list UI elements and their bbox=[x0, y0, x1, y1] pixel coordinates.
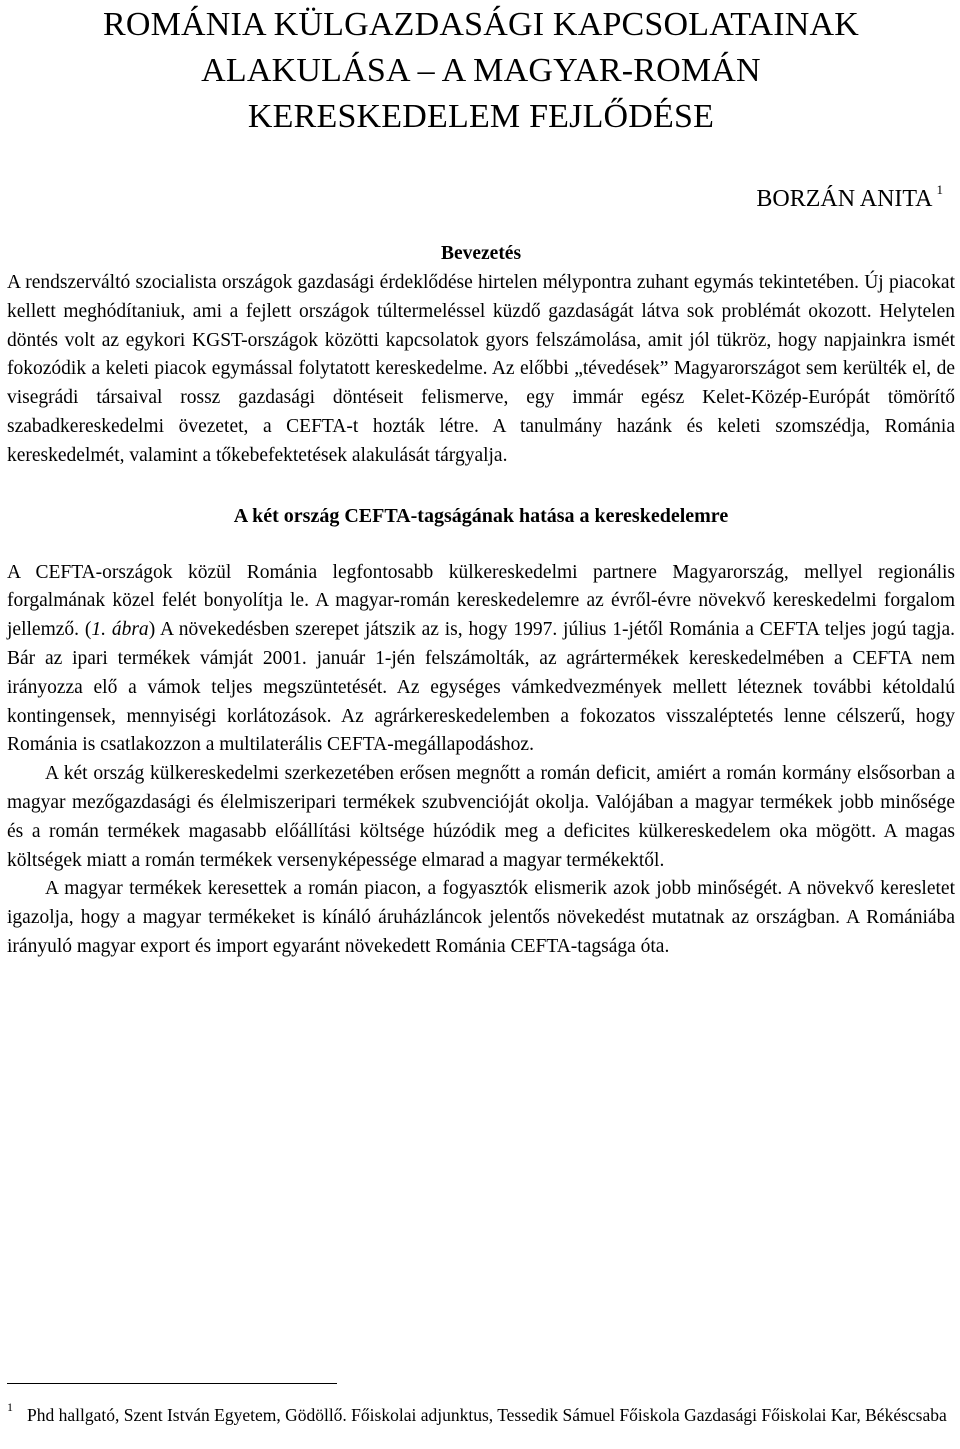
paragraph-1-text-b: ) A növekedésben szerepet játszik az is, hogy 1997. július 1-jétől Románia a CEFTA teljes jogú tagja. Bár az ipari termékek vámját 2001. január 1-jén felszámolták, az agrártermékek kereskedelmében a CEFTA nem irányozza elő a vámok teljes megszüntetését. Az egységes vámkedvezmények mellett léteznek további kétoldalú kontingensek, mennyiségi korlátozások. Az agrárkereskedelemben a fokozatos visszaléptetés lenne célszerű, hogy Románia is csatlakozzon a multilaterális CEFTA-megállapodáshoz. bbox=[7, 619, 956, 756]
paragraph-1-text-a: A CEFTA-országok közül Románia legfontosabb külkereskedelmi partnere Magyarország, mellyel regionális forgalmának közel felét bonyolítja le. A magyar-román kereskedelemre az évről-évre növekvő kereskedelmi forgalom jellemző. ( bbox=[7, 561, 955, 641]
intro-heading: Bevezetés bbox=[440, 243, 522, 264]
cefta-paragraph-2: A két ország külkereskedelmi szerkezetében erősen megnőtt a román deficit, amiért a román kormány elsősorban a magyar mezőgazdasági és élelmiszeripari termékek szubvencióját okolja. Valójában a magyar termékek jobb minősége és a román termékek magasabb előállítási költsége húzódik meg a deficites külkereskedelem oka mögött. A magas költségek miatt a román termékek versenyképessége elmarad a magyar termékektől. bbox=[7, 763, 955, 871]
cefta-paragraph-3: A magyar termékek keresettek a román piacon, a fogyasztók elismerik azok jobb minőségét. A növekvő keresletet igazolja, hogy a magyar termékeket is kínáló áruházláncok jelentős növekedést mutatnak az országban. A Romániába irányuló magyar export és import egyaránt növekedett Románia CEFTA-tagsága óta. bbox=[7, 878, 955, 957]
footnote-mark: 1 bbox=[7, 1400, 13, 1414]
footnote bbox=[7, 1393, 955, 1429]
document-title bbox=[7, 2, 955, 140]
cefta-paragraph-1 bbox=[7, 559, 955, 761]
title-line-1: ROMÁNIA KÜLGAZDASÁGI KAPCSOLATAINAK bbox=[102, 6, 860, 43]
figure-reference: 1. ábra bbox=[91, 619, 149, 641]
title-line-2: ALAKULÁSA – A MAGYAR-ROMÁN bbox=[201, 52, 761, 89]
footnote-separator bbox=[7, 1383, 337, 1384]
footnote-text: Phd hallgató, Szent István Egyetem, Gödöllő. Főiskolai adjunktus, Tessedik Sámuel Főiskola Gazdasági Főiskolai Kar, Békéscsaba bbox=[27, 1405, 947, 1425]
author-name: BORZÁN ANITA bbox=[756, 186, 933, 212]
cefta-section-heading: A két ország CEFTA-tagságának hatása a kereskedelemre bbox=[233, 504, 729, 527]
document-page bbox=[7, 0, 955, 962]
author-byline bbox=[7, 175, 943, 214]
title-line-3: KERESKEDELEM FEJLŐDÉSE bbox=[247, 98, 715, 135]
author-footnote-mark: 1 bbox=[936, 182, 943, 197]
intro-paragraph: A rendszerváltó szocialista országok gazdasági érdeklődése hirtelen mélypontra zuhant egymás tekintetében. Új piacokat kellett meghódítaniuk, ami a fejlett országok túltermeléssel küzdő gazdaságát látva sok problémát okozott. Helytelen döntés volt az egykori KGST-országok közötti kapcsolatok gyors felszámolása, amit jól tükröz, hogy napjainkra ismét fokozódik a keleti piacok egymással folytatott kereskedelme. Az előbbi „tévedések” Magyarországot sem kerülték el, de visegrádi társaival rossz gazdasági döntéseit felismerve, egy immár egész Kelet-Közép-Európát tömörítő szabadkereskedelmi övezetet, a CEFTA-t hozták létre. A tanulmány hazánk és keleti szomszédja, Románia kereskedelmét, valamint a tőkebefektetések alakulását tárgyalja. bbox=[7, 272, 955, 466]
